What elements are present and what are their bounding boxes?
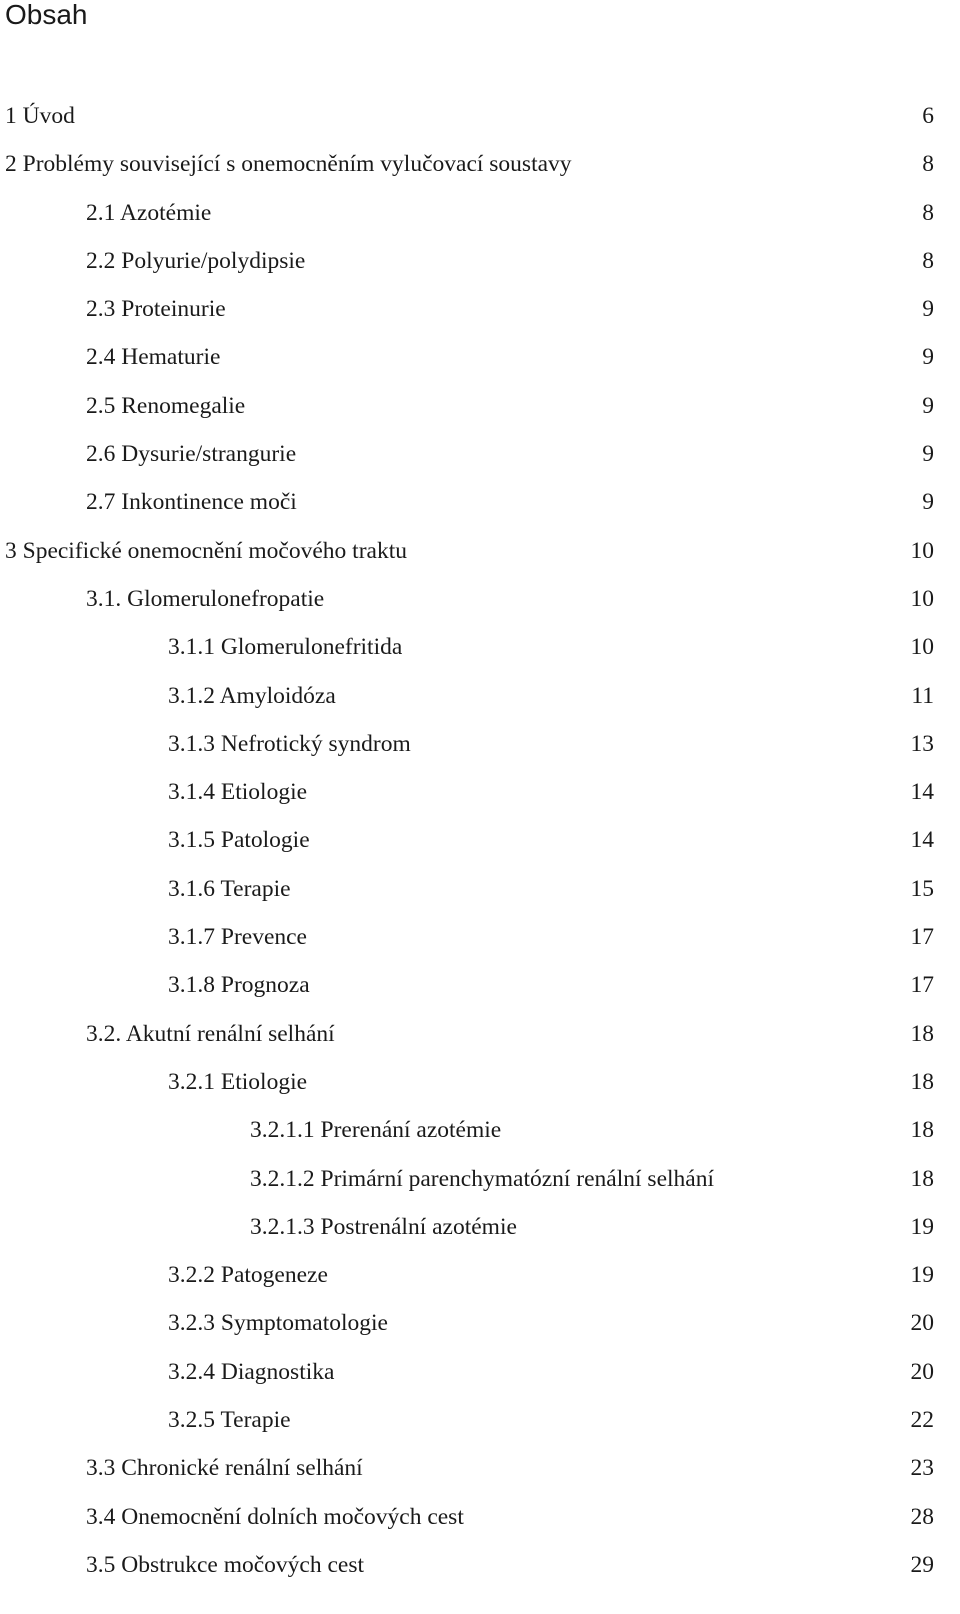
toc-entry-label: 3.2.2 Patogeneze [168,1262,328,1289]
toc-entry-label: 3.1. Glomerulonefropatie [86,585,325,612]
toc-page-number: 9 [922,489,934,516]
toc-entry-label: 3.2.1.1 Prerenání azotémie [250,1117,502,1144]
toc-page-number: 17 [910,972,934,999]
toc-page-number: 8 [922,199,934,226]
toc-entry-label: 2.2 Polyurie/polydipsie [86,247,306,274]
toc-page-number: 17 [910,924,934,951]
toc-entry[interactable] [0,386,960,434]
table-of-contents [0,96,960,1593]
page-title: Obsah [5,0,88,30]
toc-entry[interactable] [0,1352,960,1400]
toc-entry-label: 3.2.1 Etiologie [168,1068,308,1095]
toc-entry[interactable] [0,241,960,289]
toc-entry[interactable] [0,965,960,1013]
toc-entry[interactable] [0,144,960,192]
toc-entry[interactable] [0,917,960,965]
toc-page-number: 23 [910,1455,934,1482]
toc-page-number: 14 [910,827,934,854]
toc-entry-label: 3.3 Chronické renální selhání [86,1455,363,1482]
toc-page-number: 20 [910,1310,934,1337]
toc-page-number: 18 [910,1020,934,1047]
toc-entry[interactable] [0,1497,960,1545]
toc-entry-label: 2.4 Hematurie [86,344,221,371]
toc-entry[interactable] [0,434,960,482]
toc-entry-label: 3.2.3 Symptomatologie [168,1310,388,1337]
toc-entry[interactable] [0,1207,960,1255]
toc-entry-label: 3.1.4 Etiologie [168,779,308,806]
toc-entry[interactable] [0,724,960,772]
toc-page-number: 18 [910,1165,934,1192]
toc-entry[interactable] [0,820,960,868]
toc-page-number: 6 [922,103,934,129]
toc-entry-label: 3.1.3 Nefrotický syndrom [168,730,411,757]
toc-entry[interactable] [0,1255,960,1303]
toc-page-number: 19 [910,1262,934,1289]
toc-entry[interactable] [0,1062,960,1110]
toc-entry[interactable] [0,531,960,579]
toc-entry[interactable] [0,289,960,337]
toc-entry[interactable] [0,579,960,627]
toc-entry-label: 3.2.4 Diagnostika [168,1358,335,1385]
toc-page-number: 10 [910,634,934,661]
toc-entry-label: 2.3 Proteinurie [86,296,226,323]
toc-entry-label: 3.5 Obstrukce močových cest [86,1551,365,1578]
toc-page-number: 20 [910,1358,934,1385]
toc-page-number: 10 [910,585,934,612]
toc-page-number: 15 [910,875,934,902]
toc-page-number: 11 [911,682,934,709]
toc-entry-label: 3.2.5 Terapie [168,1407,291,1434]
toc-entry-label: 3.4 Onemocnění dolních močových cest [86,1503,464,1530]
toc-page-number: 8 [922,247,934,274]
toc-entry-label: 2.5 Renomegalie [86,392,246,419]
toc-entry-label: 3.1.7 Prevence [168,924,307,951]
toc-page-number: 10 [910,537,934,564]
toc-entry[interactable] [0,1303,960,1351]
toc-entry-label: 2.6 Dysurie/strangurie [86,441,297,468]
toc-entry[interactable] [0,1448,960,1496]
toc-entry[interactable] [0,96,960,144]
toc-page-number: 14 [910,779,934,806]
toc-page-number: 8 [922,151,934,178]
toc-page-number: 22 [910,1407,934,1434]
toc-entry-label: 3.2.1.2 Primární parenchymatózní renální selhání [250,1165,714,1192]
toc-entry-label: 3.1.6 Terapie [168,875,291,902]
toc-entry-label: 2.1 Azotémie [86,199,212,226]
toc-entry[interactable] [0,337,960,385]
toc-entry-label: 2.7 Inkontinence moči [86,489,297,516]
toc-entry[interactable] [0,869,960,917]
toc-entry-label: 3.1.1 Glomerulonefritida [168,634,403,661]
toc-entry[interactable] [0,482,960,530]
toc-page-number: 9 [922,296,934,323]
toc-entry-label: 3.1.5 Patologie [168,827,310,854]
toc-entry-label: 1 Úvod [5,103,75,129]
toc-page-number: 9 [922,344,934,371]
toc-page-number: 28 [910,1503,934,1530]
toc-entry-label: 3.2. Akutní renální selhání [86,1020,335,1047]
toc-page-number: 19 [910,1213,934,1240]
toc-entry[interactable] [0,193,960,241]
toc-page-number: 9 [922,441,934,468]
toc-entry[interactable] [0,1014,960,1062]
toc-entry[interactable] [0,627,960,675]
toc-entry[interactable] [0,676,960,724]
toc-entry-label: 3.2.1.3 Postrenální azotémie [250,1213,517,1240]
toc-entry[interactable] [0,772,960,820]
toc-entry-label: 3.1.8 Prognoza [168,972,310,999]
toc-page-number: 9 [922,392,934,419]
toc-page-number: 18 [910,1117,934,1144]
toc-entry[interactable] [0,1400,960,1448]
toc-page-number: 18 [910,1068,934,1095]
toc-entry[interactable] [0,1159,960,1207]
toc-entry-label: 3 Specifické onemocnění močového traktu [5,537,407,564]
toc-page-number: 13 [910,730,934,757]
toc-entry-label: 2 Problémy související s onemocněním vylučovací soustavy [5,151,572,178]
toc-entry[interactable] [0,1110,960,1158]
toc-entry-label: 3.1.2 Amyloidóza [168,682,336,709]
toc-entry[interactable] [0,1545,960,1593]
toc-page-number: 29 [910,1551,934,1578]
